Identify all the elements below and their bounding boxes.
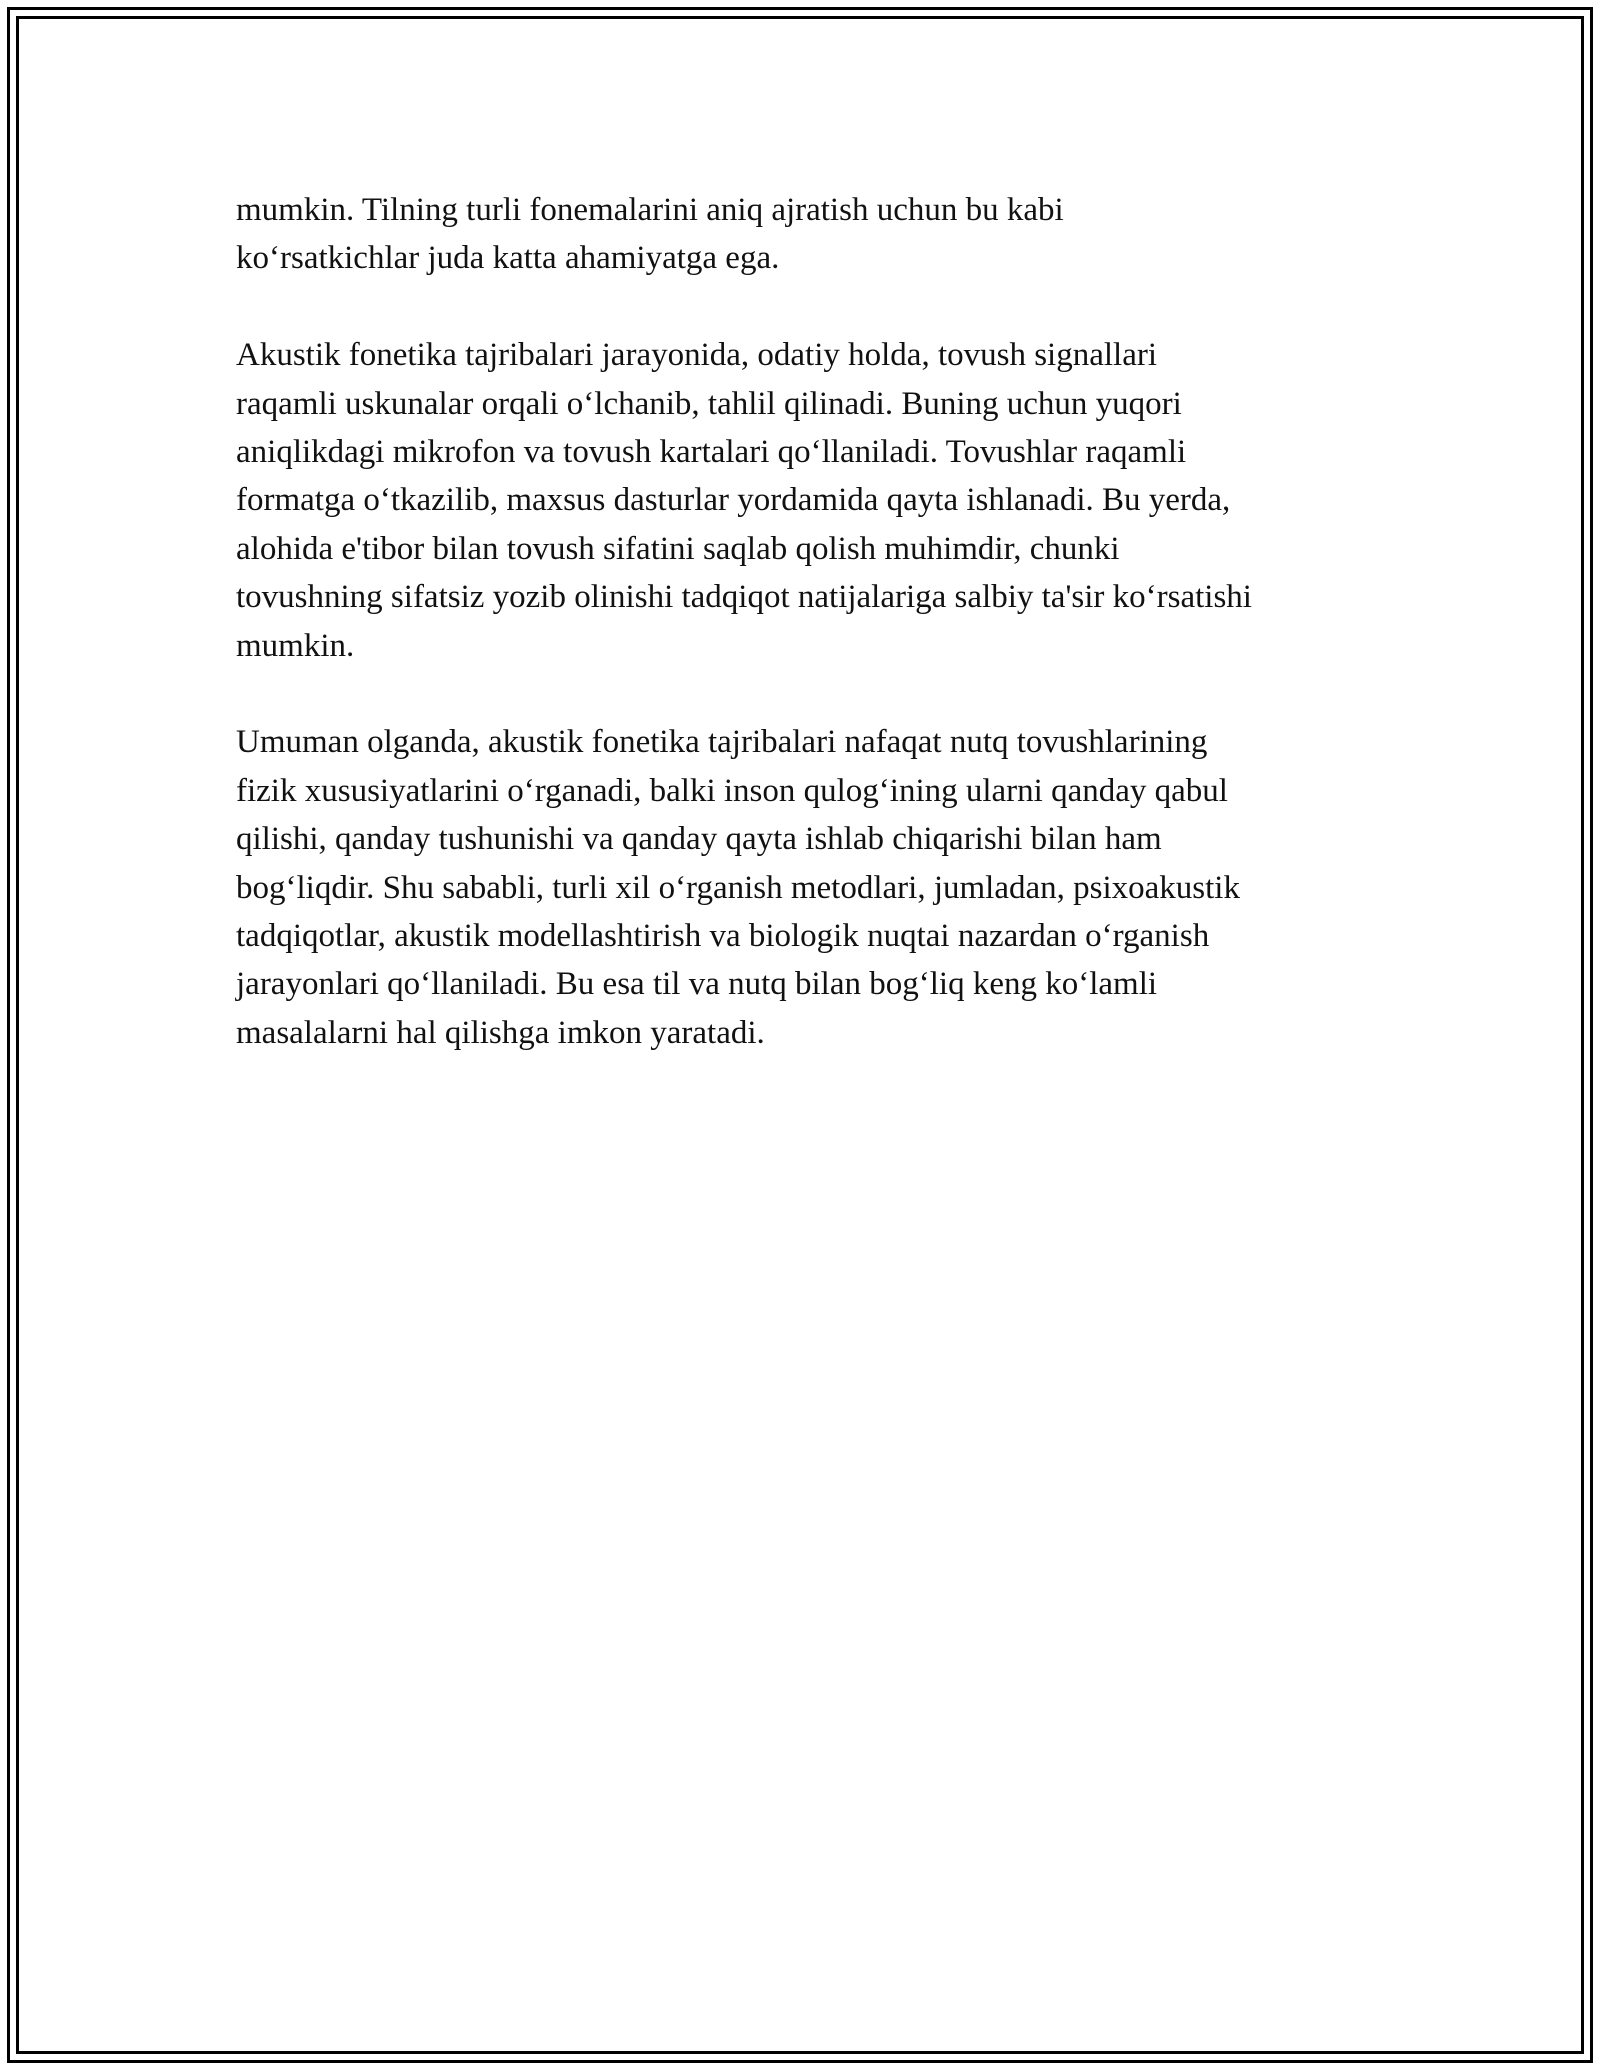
- paragraph-3: [236, 718, 1376, 1057]
- text-line: masalalarni hal qilishga imkon yaratadi.: [236, 1014, 765, 1051]
- paragraph-2: [236, 331, 1376, 670]
- text-line: bog‘liqdir. Shu sababli, turli xil o‘rganish metodlari, jumladan, psixoakustik: [236, 869, 1240, 906]
- text-line: tovushning sifatsiz yozib olinishi tadqiqot natijalariga salbiy ta'sir ko‘rsatishi: [236, 579, 1252, 616]
- text-line: ko‘rsatkichlar juda katta ahamiyatga ega.: [236, 240, 780, 277]
- text-line: raqamli uskunalar orqali o‘lchanib, tahlil qilinadi. Buning uchun yuqori: [236, 385, 1182, 422]
- text-line: Umuman olganda, akustik fonetika tajribalari nafaqat nutq tovushlarining: [236, 724, 1208, 761]
- text-line: fizik xususiyatlarini o‘rganadi, balki inson qulog‘ining ularni qanday qabul: [236, 772, 1228, 809]
- text-line: mumkin.: [236, 627, 355, 664]
- text-line: jarayonlari qo‘llaniladi. Bu esa til va nutq bilan bog‘liq keng ko‘lamli: [236, 966, 1158, 1003]
- text-line: alohida e'tibor bilan tovush sifatini saqlab qolish muhimdir, chunki: [236, 530, 1120, 567]
- text-line: Akustik fonetika tajribalari jarayonida, odatiy holda, tovush signallari: [236, 337, 1158, 374]
- text-line: tadqiqotlar, akustik modellashtirish va biologik nuqtai nazardan o‘rganish: [236, 918, 1210, 955]
- document-body: [236, 186, 1376, 1057]
- text-line: mumkin. Tilning turli fonemalarini aniq ajratish uchun bu kabi: [236, 192, 1064, 228]
- text-line: qilishi, qanday tushunishi va qanday qayta ishlab chiqarishi bilan ham: [236, 821, 1162, 858]
- text-line: formatga o‘tkazilib, maxsus dasturlar yordamida qayta ishlanadi. Bu yerda,: [236, 482, 1231, 519]
- paragraph-1: [236, 186, 1376, 283]
- text-line: aniqlikdagi mikrofon va tovush kartalari qo‘llaniladi. Tovushlar raqamli: [236, 434, 1187, 471]
